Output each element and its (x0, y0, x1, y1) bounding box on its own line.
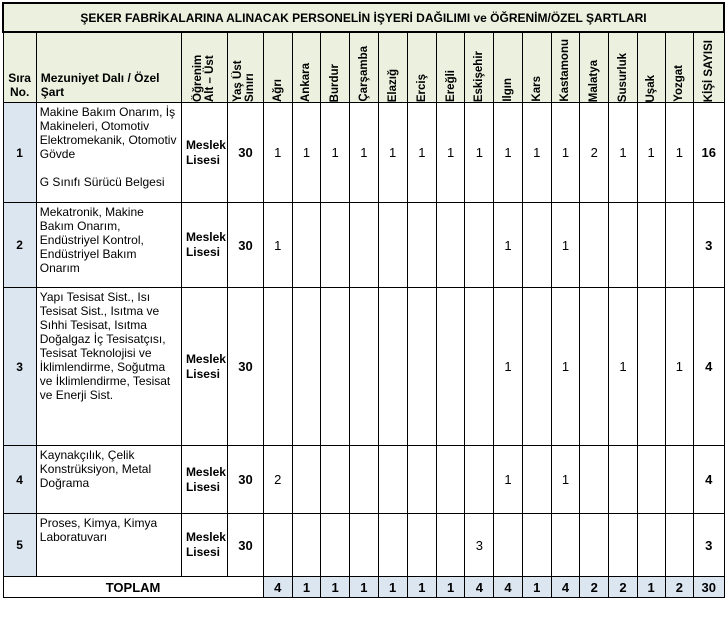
city-count-cell (665, 514, 693, 577)
city-count-cell: 1 (494, 103, 522, 203)
city-count-cell: 1 (609, 103, 637, 203)
city-count-cell (378, 446, 407, 514)
department-cell (36, 446, 181, 514)
city-count-cell (321, 288, 350, 446)
city-count-cell: 1 (263, 103, 292, 203)
summary-count-cell: 1 (321, 577, 350, 598)
row-total-cell: 3 (693, 203, 724, 288)
city-count-cell (378, 514, 407, 577)
education-cell: Meslek Lisesi (181, 203, 227, 288)
city-count-cell: 1 (494, 203, 522, 288)
city-count-cell (522, 288, 551, 446)
city-count-cell (292, 514, 320, 577)
city-count-cell (580, 203, 609, 288)
table-title: ŞEKER FABRİKALARINA ALINACAK PERSONELİN İŞYERİ DAĞILIMI ve ÖĞRENİM/ÖZEL ŞARTLARI (3, 3, 724, 32)
city-count-cell (436, 514, 464, 577)
header-dept: Mezuniyet Dalı / Özel Şart (36, 32, 181, 103)
city-count-cell: 1 (321, 103, 350, 203)
summary-count-cell: 1 (436, 577, 464, 598)
city-count-cell (350, 514, 378, 577)
city-count-cell (378, 203, 407, 288)
header-city: Malatya (580, 32, 609, 103)
city-count-cell: 1 (436, 103, 464, 203)
education-cell: Meslek Lisesi (181, 446, 227, 514)
city-count-cell (522, 514, 551, 577)
city-count-cell: 1 (637, 103, 665, 203)
city-count-cell: 1 (350, 103, 378, 203)
city-count-cell: 1 (522, 103, 551, 203)
city-count-cell (378, 288, 407, 446)
row-number: 4 (3, 446, 36, 514)
department-text: Kaynakçılık, Çelik Konstrüksiyon, Metal Doğrama (39, 448, 152, 490)
age-limit-cell: 30 (228, 203, 263, 288)
department-cell (36, 288, 181, 446)
department-text: Makine Bakım Onarım, İş Makineleri, Otomotiv Elektromekanik, Otomotiv Gövde (39, 105, 177, 161)
city-count-cell: 1 (551, 288, 579, 446)
personnel-table (2, 2, 725, 598)
city-count-cell (637, 203, 665, 288)
city-count-cell (580, 514, 609, 577)
city-count-cell (637, 446, 665, 514)
table-row (3, 446, 724, 514)
city-count-cell (580, 288, 609, 446)
row-number: 1 (3, 103, 36, 203)
department-text: Yapı Tesisat Sist., Isı Tesisat Sist., Isıtma ve Sıhhi Tesisat, Isıtma Doğalgaz İç Tesisatçısı, Tesisat Teknolojisi ve İklimlendirme, Soğutma ve İklimlendirme, Tesisat ve Enerji Sist. (39, 290, 171, 402)
city-count-cell (321, 514, 350, 577)
city-count-cell: 1 (378, 103, 407, 203)
header-city: Kars (522, 32, 551, 103)
city-count-cell (407, 288, 436, 446)
city-count-cell (321, 446, 350, 514)
summary-count-cell: 4 (465, 577, 494, 598)
summary-count-cell: 1 (407, 577, 436, 598)
summary-count-cell: 1 (522, 577, 551, 598)
header-city: Elazığ (378, 32, 407, 103)
age-limit-cell: 30 (228, 288, 263, 446)
education-cell: Meslek Lisesi (181, 103, 227, 203)
summary-count-cell: 2 (609, 577, 637, 598)
summary-label: TOPLAM (3, 577, 263, 598)
department-text: Proses, Kimya, Kimya Laboratuvarı (39, 516, 158, 544)
table-row (3, 103, 724, 203)
city-count-cell (609, 446, 637, 514)
city-count-cell: 1 (263, 203, 292, 288)
city-count-cell (436, 446, 464, 514)
department-cell (36, 103, 181, 203)
summary-count-cell: 1 (378, 577, 407, 598)
city-count-cell (637, 514, 665, 577)
city-count-cell (292, 203, 320, 288)
row-total-cell: 3 (693, 514, 724, 577)
row-total-cell: 4 (693, 446, 724, 514)
header-edu: Öğrenim Alt – Üst (181, 32, 227, 103)
city-count-cell (436, 288, 464, 446)
summary-row (3, 577, 724, 598)
education-cell: Meslek Lisesi (181, 514, 227, 577)
city-count-cell (494, 514, 522, 577)
header-city: Ankara (292, 32, 320, 103)
header-city: Kastamonu (551, 32, 579, 103)
summary-count-cell: 2 (665, 577, 693, 598)
city-count-cell (465, 446, 494, 514)
city-count-cell (407, 514, 436, 577)
education-cell: Meslek Lisesi (181, 288, 227, 446)
header-city: Uşak (637, 32, 665, 103)
city-count-cell (522, 446, 551, 514)
row-number: 2 (3, 203, 36, 288)
city-count-cell (637, 288, 665, 446)
city-count-cell (350, 203, 378, 288)
special-condition: G Sınıfı Sürücü Belgesi (39, 175, 165, 189)
city-count-cell (465, 288, 494, 446)
city-count-cell (350, 288, 378, 446)
summary-total-cell: 30 (693, 577, 724, 598)
age-limit-cell: 30 (228, 514, 263, 577)
header-city: Ağrı (263, 32, 292, 103)
department-text: Mekatronik, Makine Bakım Onarım, Endüstriyel Kontrol, Endüstriyel Bakım Onarım (39, 205, 144, 275)
city-count-cell (292, 288, 320, 446)
city-count-cell: 1 (609, 288, 637, 446)
city-count-cell: 1 (551, 103, 579, 203)
rows-body (3, 103, 724, 577)
header-city: Ereğli (436, 32, 464, 103)
row-total-cell: 16 (693, 103, 724, 203)
summary-count-cell: 1 (292, 577, 320, 598)
city-count-cell: 1 (407, 103, 436, 203)
city-count-cell (407, 203, 436, 288)
city-count-cell: 1 (292, 103, 320, 203)
header-sira: Sıra No. (3, 32, 36, 103)
city-count-cell (580, 446, 609, 514)
row-number: 5 (3, 514, 36, 577)
city-count-cell (465, 203, 494, 288)
age-limit-cell: 30 (228, 446, 263, 514)
city-count-cell (263, 288, 292, 446)
city-count-cell (407, 446, 436, 514)
header-row (3, 32, 724, 103)
header-city: Ilgın (494, 32, 522, 103)
summary-count-cell: 4 (494, 577, 522, 598)
city-count-cell: 3 (465, 514, 494, 577)
header-city: Yozgat (665, 32, 693, 103)
city-count-cell: 1 (551, 446, 579, 514)
city-count-cell: 1 (551, 203, 579, 288)
city-count-cell: 1 (494, 446, 522, 514)
summary-count-cell: 1 (637, 577, 665, 598)
header-city: Çarşamba (350, 32, 378, 103)
city-count-cell: 1 (665, 288, 693, 446)
city-count-cell: 2 (263, 446, 292, 514)
summary-count-cell: 1 (350, 577, 378, 598)
header-city: Burdur (321, 32, 350, 103)
table-row (3, 288, 724, 446)
city-count-cell (263, 514, 292, 577)
header-total: KİŞİ SAYISI (693, 32, 724, 103)
row-number: 3 (3, 288, 36, 446)
city-count-cell (609, 514, 637, 577)
city-count-cell (609, 203, 637, 288)
city-count-cell (665, 446, 693, 514)
header-city: Eskişehir (465, 32, 494, 103)
city-count-cell: 1 (465, 103, 494, 203)
table-row (3, 203, 724, 288)
row-total-cell: 4 (693, 288, 724, 446)
city-count-cell (436, 203, 464, 288)
summary-count-cell: 4 (263, 577, 292, 598)
summary-count-cell: 4 (551, 577, 579, 598)
city-count-cell (292, 446, 320, 514)
department-cell (36, 514, 181, 577)
department-cell (36, 203, 181, 288)
summary-count-cell: 2 (580, 577, 609, 598)
city-count-cell: 1 (494, 288, 522, 446)
header-city: Susurluk (609, 32, 637, 103)
city-count-cell (551, 514, 579, 577)
table-row (3, 514, 724, 577)
city-count-cell (665, 203, 693, 288)
city-count-cell (350, 446, 378, 514)
header-age: Yaş Üst Sınırı (228, 32, 263, 103)
age-limit-cell: 30 (228, 103, 263, 203)
city-count-cell (522, 203, 551, 288)
city-count-cell: 2 (580, 103, 609, 203)
city-count-cell (321, 203, 350, 288)
city-count-cell: 1 (665, 103, 693, 203)
header-city: Erciş (407, 32, 436, 103)
